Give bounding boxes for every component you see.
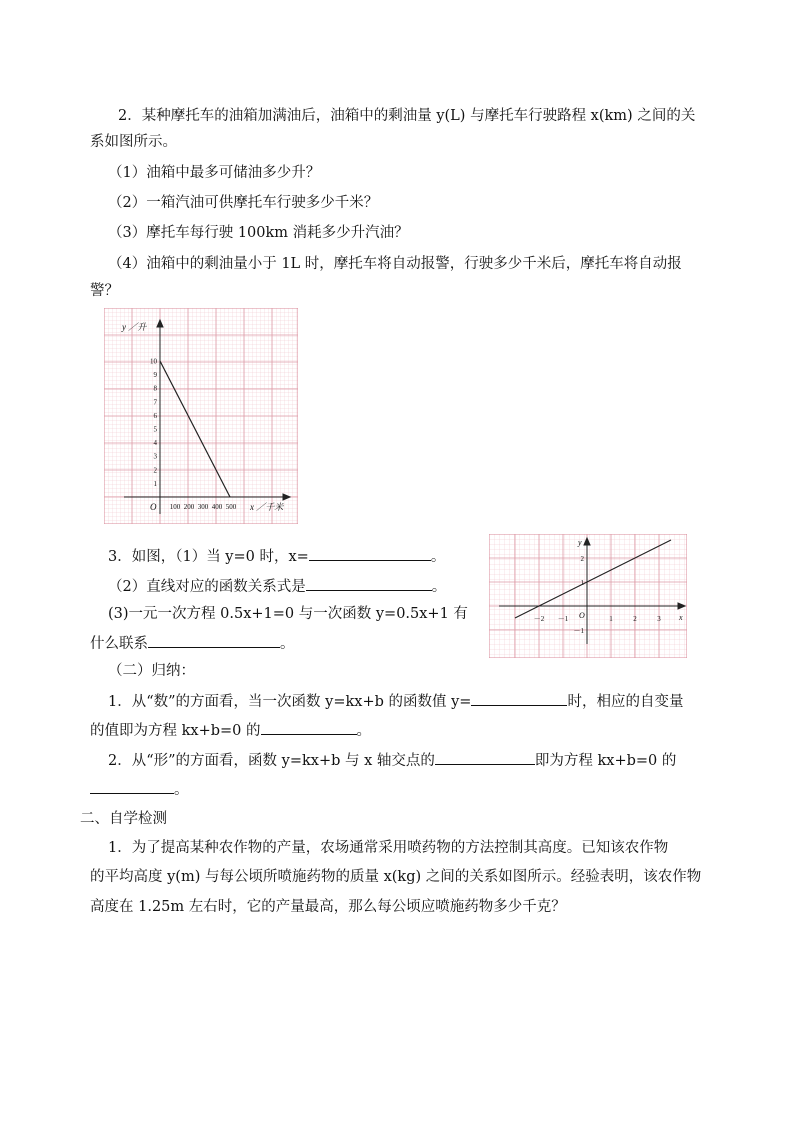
q2-sub2: （2）一箱汽油可供摩托车行驶多少千米？ bbox=[108, 195, 379, 211]
q2-sub1: （1）油箱中最多可储油多少升？ bbox=[108, 165, 321, 181]
q3-a-blank[interactable] bbox=[309, 546, 431, 561]
chart1-xtick: 500 bbox=[225, 503, 237, 511]
s2-text: 2．从“形”的方面看，函数 y=kx+b 与 x 轴交点的 bbox=[108, 753, 435, 769]
chart1-ytick: 5 bbox=[153, 425, 157, 434]
s2-blank[interactable] bbox=[435, 750, 535, 765]
chart2-ytick: 2 bbox=[580, 555, 584, 563]
q3-a-text: 3．如图，（1）当 y=0 时，x= bbox=[108, 549, 309, 565]
chart1-xlabel: x ／千米 bbox=[250, 502, 284, 512]
chart1-ytick: 6 bbox=[153, 411, 157, 420]
chart1-xtick: 100 bbox=[169, 503, 181, 511]
q2-line2: 系如图所示。 bbox=[90, 134, 177, 150]
chart1-xtick: 200 bbox=[183, 503, 195, 511]
q3-a-end: 。 bbox=[430, 549, 446, 565]
q3-b-text: （2）直线对应的函数关系式是 bbox=[108, 579, 306, 595]
s1b-blank[interactable] bbox=[261, 720, 357, 735]
chart1-ytick: 7 bbox=[153, 398, 157, 407]
s2b-end: 。 bbox=[174, 782, 189, 798]
summary-s2b bbox=[90, 779, 189, 800]
chart2-xtick: 1 bbox=[609, 615, 613, 623]
chart1-ytick: 10 bbox=[150, 357, 157, 366]
section2-p3: 高度在 1.25m 左右时，它的产量最高，那么每公顷应喷施药物多少千克？ bbox=[90, 899, 566, 915]
chart2-ytick: 1 bbox=[580, 579, 584, 587]
q3-b bbox=[108, 576, 446, 597]
chart2-xlabel: x bbox=[679, 613, 683, 622]
chart2-xtick: 2 bbox=[633, 615, 637, 623]
fuel-chart bbox=[104, 308, 298, 524]
section2-p1: 1．为了提高某种农作物的产量，农场通常采用喷药物的方法控制其高度。已知该农作物 bbox=[108, 840, 669, 856]
summary-s1b bbox=[90, 720, 371, 741]
q3-c1: (3)一元一次方程 0.5x+1=0 与一次函数 y=0.5x+1 有 bbox=[108, 606, 468, 622]
s1b-text: 的值即为方程 kx+b=0 的 bbox=[90, 723, 261, 739]
s1b-end: 。 bbox=[356, 723, 371, 739]
chart1-ytick: 4 bbox=[153, 439, 157, 448]
chart1-ytick: 1 bbox=[153, 479, 157, 488]
s2-end: 即为方程 kx+b=0 的 bbox=[534, 753, 677, 769]
s1-text: 1．从“数”的方面看，当一次函数 y=kx+b 的函数值 y= bbox=[108, 694, 472, 710]
s1-blank[interactable] bbox=[471, 691, 567, 706]
s1-end: 时，相应的自变量 bbox=[567, 694, 684, 710]
chart1-xtick: 400 bbox=[211, 503, 223, 511]
chart1-origin: O bbox=[150, 502, 157, 512]
chart1-ytick: 3 bbox=[153, 452, 157, 461]
section2-heading: 二、自学检测 bbox=[80, 811, 167, 827]
chart2-xtick: 3 bbox=[657, 615, 661, 623]
chart2-xtick: －1 bbox=[557, 615, 569, 623]
s2b-blank[interactable] bbox=[90, 779, 174, 794]
chart1-ytick: 2 bbox=[153, 466, 157, 475]
chart2-ylabel: y bbox=[578, 538, 582, 547]
section2-p2: 的平均高度 y(m) 与每公顷所喷施药物的质量 x(kg) 之间的关系如图所示。经验表明，该农作物 bbox=[90, 869, 702, 885]
chart1-xtick: 300 bbox=[197, 503, 209, 511]
q3-c-text: 什么联系 bbox=[90, 636, 148, 652]
chart1-ytick: 9 bbox=[153, 371, 157, 380]
chart1-ytick: 8 bbox=[153, 384, 157, 393]
q3-c2 bbox=[90, 633, 295, 654]
line-chart bbox=[489, 534, 687, 658]
q3-c-end: 。 bbox=[280, 636, 295, 652]
summary-s1 bbox=[108, 691, 683, 712]
chart2-ytick: －1 bbox=[573, 627, 584, 635]
q3-b-end: 。 bbox=[431, 579, 447, 595]
q2-line1: 2．某种摩托车的油箱加满油后，油箱中的剩油量 y(L) 与摩托车行驶路程 x(km) 之间的关 bbox=[118, 108, 696, 124]
summary-heading: （二）归纳： bbox=[108, 663, 195, 679]
chart2-origin: O bbox=[579, 611, 585, 620]
q3-a bbox=[108, 546, 445, 567]
q2-sub4a: （4）油箱中的剩油量小于 1L 时，摩托车将自动报警，行驶多少千米后，摩托车将自动报 bbox=[108, 256, 682, 272]
q2-sub4b: 警？ bbox=[90, 283, 119, 299]
chart1-ylabel: y ／升 bbox=[122, 322, 147, 332]
q3-b-blank[interactable] bbox=[306, 576, 432, 591]
q3-c-blank[interactable] bbox=[148, 633, 280, 648]
q2-sub3: （3）摩托车每行驶 100km 消耗多少升汽油？ bbox=[108, 225, 409, 241]
chart2-xtick: －2 bbox=[533, 615, 545, 623]
summary-s2 bbox=[108, 750, 676, 771]
